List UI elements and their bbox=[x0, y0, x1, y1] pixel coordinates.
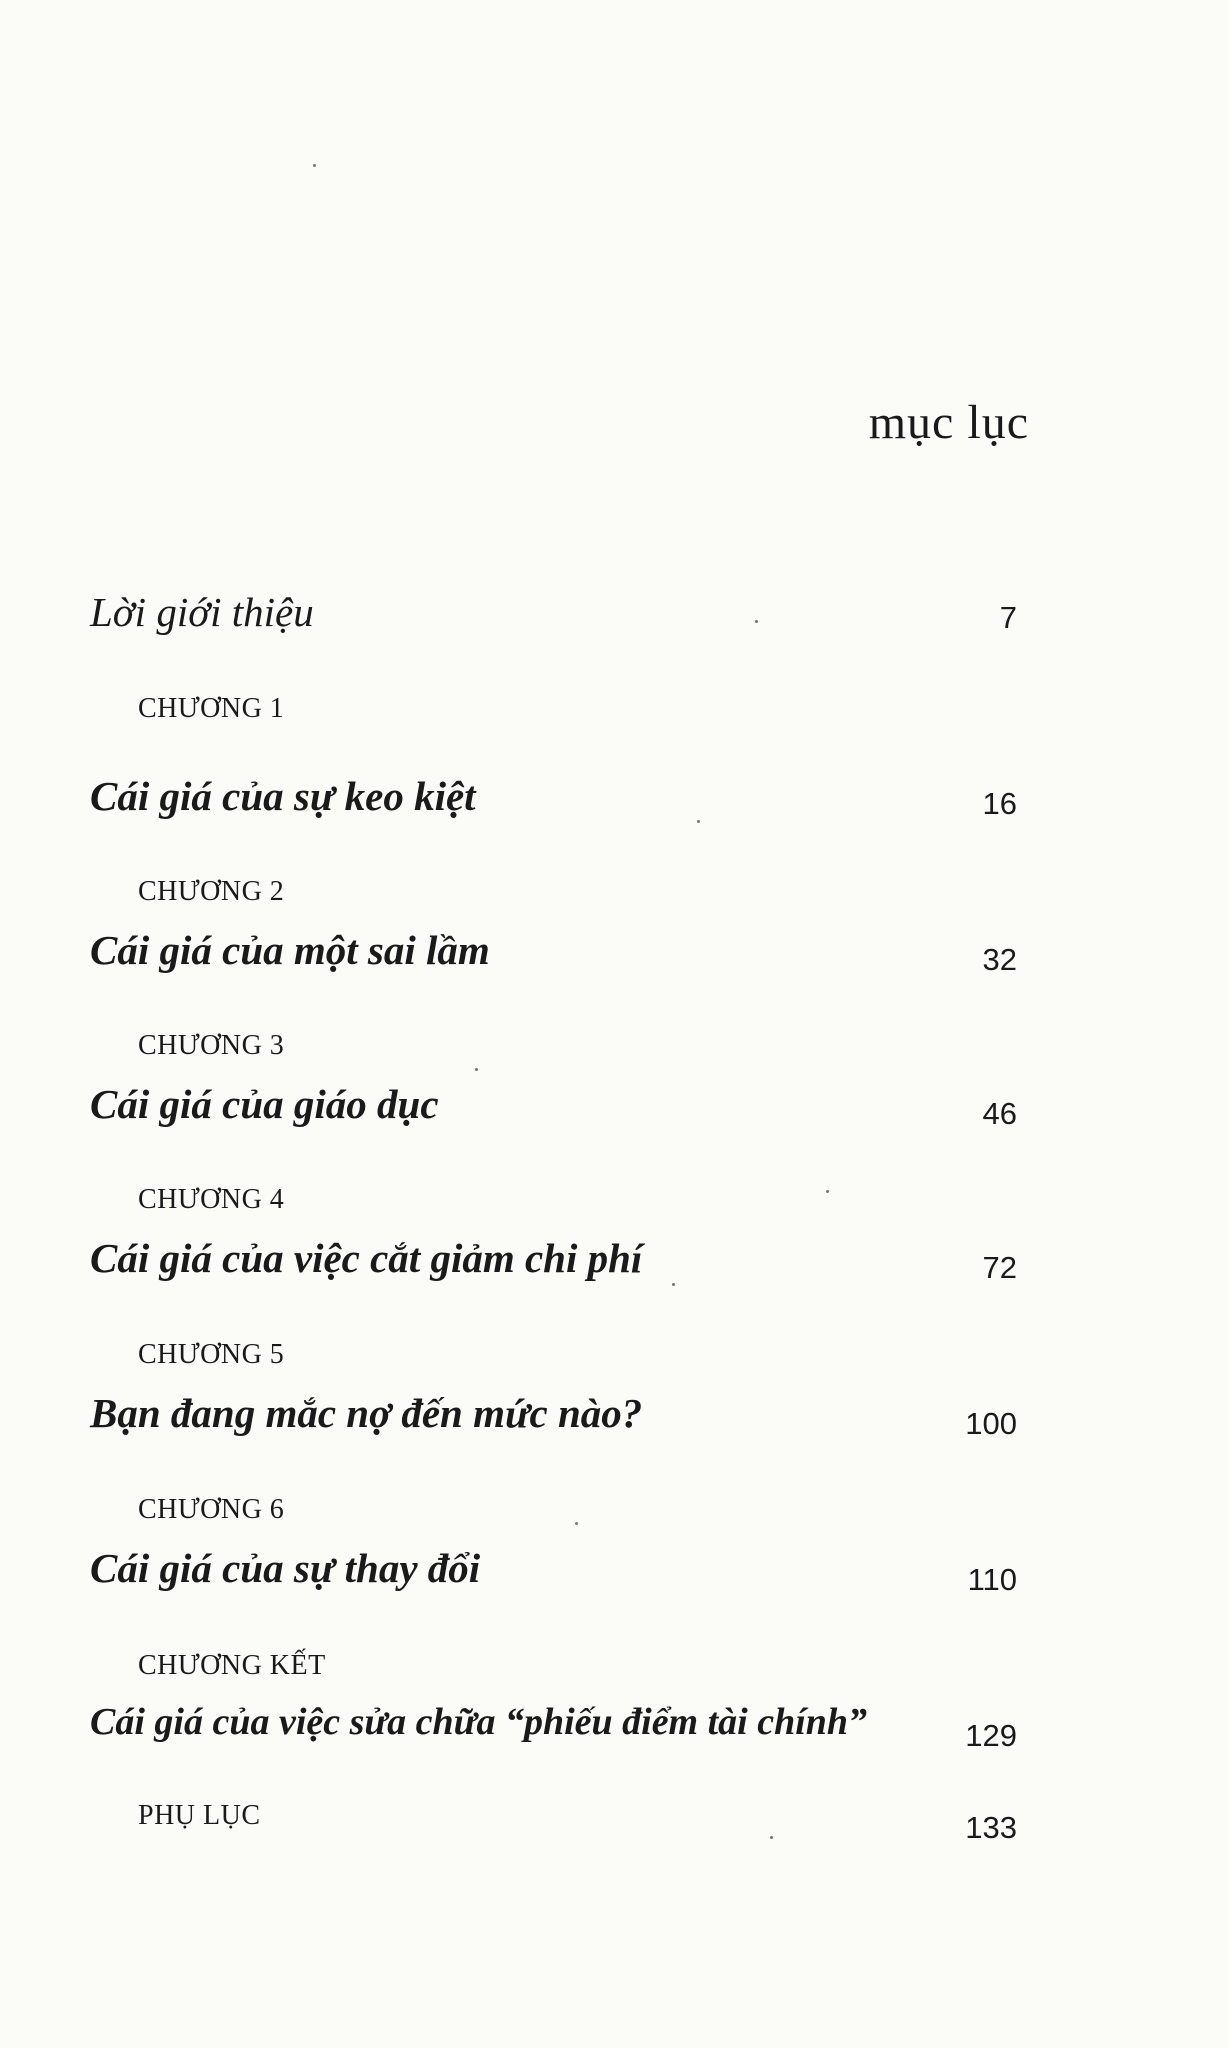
chapter-page: 110 bbox=[967, 1562, 1017, 1597]
paper-speck bbox=[672, 1283, 675, 1286]
chapter-page: 129 bbox=[965, 1718, 1017, 1753]
chapter-title: Bạn đang mắc nợ đến mức nào? bbox=[90, 1390, 643, 1436]
paper-speck bbox=[755, 620, 758, 623]
appendix-label: PHỤ LỤC bbox=[138, 1800, 261, 1831]
paper-speck bbox=[313, 164, 316, 167]
chapter-label: CHƯƠNG 2 bbox=[138, 876, 285, 907]
paper-speck bbox=[770, 1836, 773, 1839]
paper-speck bbox=[475, 1068, 478, 1071]
chapter-label: CHƯƠNG 5 bbox=[138, 1339, 285, 1370]
page-title: mục lục bbox=[868, 396, 1029, 449]
chapter-title: Cái giá của việc sửa chữa “phiếu điểm tài chính” bbox=[90, 1701, 868, 1743]
chapter-title: Cái giá của sự thay đổi bbox=[90, 1545, 481, 1591]
intro-page: 7 bbox=[999, 600, 1017, 635]
chapter-page: 16 bbox=[982, 786, 1017, 821]
intro-title: Lời giới thiệu bbox=[90, 589, 314, 635]
chapter-page: 32 bbox=[982, 942, 1017, 977]
chapter-page: 100 bbox=[965, 1406, 1017, 1441]
chapter-title: Cái giá của giáo dục bbox=[90, 1081, 439, 1127]
chapter-page: 72 bbox=[982, 1250, 1017, 1285]
chapter-label: CHƯƠNG 6 bbox=[138, 1494, 285, 1525]
chapter-title: Cái giá của việc cắt giảm chi phí bbox=[90, 1235, 643, 1281]
chapter-label: CHƯƠNG 4 bbox=[138, 1184, 285, 1215]
chapter-label: CHƯƠNG KẾT bbox=[138, 1650, 326, 1681]
chapter-label: CHƯƠNG 3 bbox=[138, 1030, 285, 1061]
chapter-title: Cái giá của một sai lầm bbox=[90, 927, 490, 973]
chapter-title: Cái giá của sự keo kiệt bbox=[90, 773, 476, 819]
appendix-page: 133 bbox=[965, 1810, 1017, 1845]
chapter-label: CHƯƠNG 1 bbox=[138, 693, 285, 724]
chapter-page: 46 bbox=[982, 1096, 1017, 1131]
paper-speck bbox=[697, 820, 700, 823]
paper-speck bbox=[575, 1522, 578, 1525]
paper-speck bbox=[826, 1190, 829, 1193]
